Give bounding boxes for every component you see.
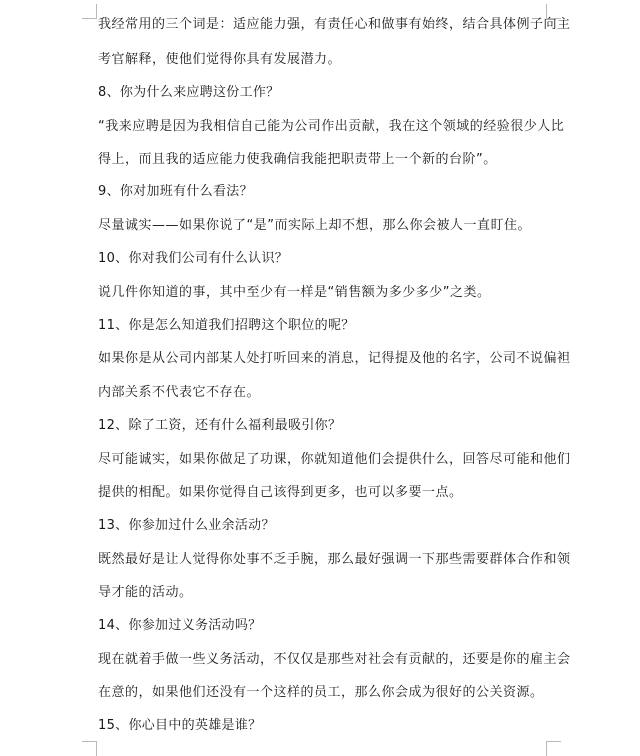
question-9: 9、你对加班有什么看法？	[98, 184, 253, 199]
answer-7-line-2: 考官解释，使他们觉得你具有发展潜力。	[98, 52, 342, 67]
answer-12-line-1: 尽可能诚实，如果你做足了功课，你就知道他们会提供什么，回答尽可能和他们	[98, 452, 571, 467]
answer-13-line-1: 既然最好是让人觉得你处事不乏手腕，那么最好强调一下那些需要群体合作和领	[98, 552, 571, 567]
answer-11-line-1: 如果你是从公司内部某人处打听回来的消息，记得提及他的名字，公司不说偏袒	[98, 351, 571, 366]
answer-11-line-2: 内部关系不代表它不存在。	[98, 385, 261, 400]
question-13: 13、你参加过什么业余活动？	[98, 518, 275, 533]
question-15: 15、你心目中的英雄是谁？	[98, 718, 262, 733]
crop-mark-top-left	[82, 4, 97, 19]
question-11: 11、你是怎么知道我们招聘这个职位的呢？	[98, 318, 355, 333]
question-8: 8、你为什么来应聘这份工作？	[98, 85, 280, 100]
answer-12-line-2: 提供的相配。如果你觉得自己该得到更多，也可以多要一点。	[98, 485, 463, 500]
answer-8-line-1: “我来应聘是因为我相信自己能为公司作出贡献，我在这个领域的经验很少人比	[98, 119, 565, 134]
question-10: 10、你对我们公司有什么认识？	[98, 251, 289, 266]
answer-14-line-2: 在意的，如果他们还没有一个这样的员工，那么你会成为很好的公关资源。	[98, 685, 544, 700]
question-14: 14、你参加过义务活动吗？	[98, 618, 262, 633]
answer-14-line-1: 现在就着手做一些义务活动，不仅仅是那些对社会有贡献的，还要是你的雇主会	[98, 652, 571, 667]
answer-7-line-1: 我经常用的三个词是：适应能力强，有责任心和做事有始终，结合具体例子向主	[98, 17, 571, 32]
answer-10: 说几件你知道的事，其中至少有一样是“销售额为多少多少”之类。	[98, 285, 491, 300]
answer-9: 尽量诚实——如果你说了“是”而实际上却不想，那么你会被人一直盯住。	[98, 218, 531, 233]
question-12: 12、除了工资，还有什么福利最吸引你？	[98, 418, 342, 433]
crop-mark-bottom-left	[82, 741, 97, 756]
crop-mark-bottom-right	[546, 741, 561, 756]
answer-13-line-2: 导才能的活动。	[98, 585, 193, 600]
answer-8-line-2: 得上，而且我的适应能力使我确信我能把职责带上一个新的台阶”。	[98, 152, 497, 167]
